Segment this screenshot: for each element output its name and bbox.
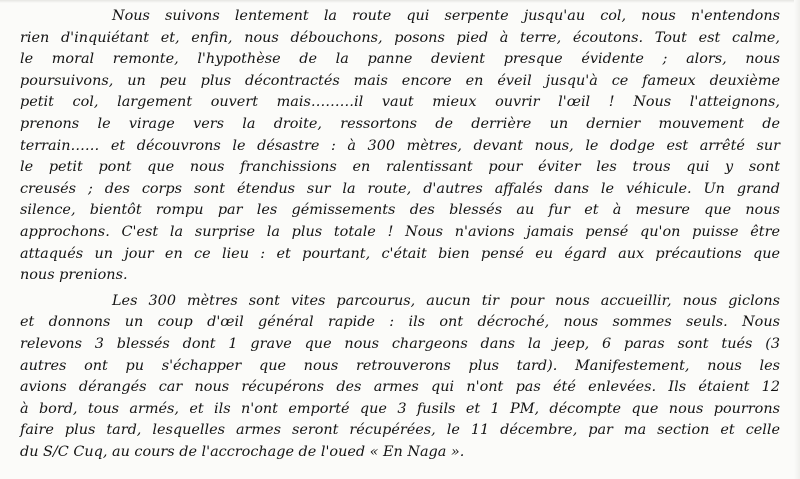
text-line: rien d'inquiétant et, enfin, nous débouchons, posons pied à terre, écoutons. Tout est calme, (20, 29, 780, 46)
text-line: relevons 3 blessés dont 1 grave que nous chargeons dans la jeep, 6 paras sont tués (3 (20, 335, 780, 352)
text-line: silence, bientôt rompu par les gémissements des blessés au fur et à mesure que nous (20, 202, 780, 219)
text-line: du S/C Cuq, au cours de l'accrochage de l'oued « En Naga ». (20, 443, 465, 460)
text-line: terrain…… et découvrons le désastre : à 300 mètres, devant nous, le dodge est arrêté sur (20, 137, 780, 154)
text-line: petit col, largement ouvert mais………il vaut mieux ouvrir l'œil ! Nous l'atteignons, (20, 94, 780, 111)
text-line: Nous suivons lentement la route qui serpente jusqu'au col, nous n'entendons (112, 8, 780, 24)
text-line: poursuivons, un peu plus décontractés mais encore en éveil jusqu'à ce fameux deuxième (20, 72, 780, 89)
text-line: approchons. C'est la surprise la plus totale ! Nous n'avions jamais pensé qu'on puisse être (20, 223, 780, 240)
page-text (20, 6, 780, 463)
text-line: attaqués un jour en ce lieu : et pourtant, c'était bien pensé eu égard aux précautions que (20, 245, 780, 262)
text-line: faire plus tard, lesquelles armes seront récupérées, le 11 décembre, par ma section et celle (20, 422, 780, 439)
text-line: creusés ; des corps sont étendus sur la route, d'autres affalés dans le véhicule. Un grand (20, 180, 780, 197)
paragraph-1 (20, 6, 780, 287)
text-line: et donnons un coup d'œil général rapide : ils ont décroché, nous sommes seuls. Nous (20, 314, 780, 331)
text-line: autres ont pu s'échapper que nous retrouverons plus tard). Manifestement, nous les (20, 357, 780, 374)
text-line: le petit pont que nous franchissions en ralentissant pour éviter les trous qui y sont (20, 159, 780, 176)
text-line: Les 300 mètres sont vites parcourus, aucun tir pour nous accueillir, nous giclons (112, 292, 780, 309)
scan-right-edge (794, 0, 800, 479)
text-line: à bord, tous armés, et ils n'ont emporté que 3 fusils et 1 PM, décompte que nous pourrons (20, 400, 780, 417)
text-line: le moral remonte, l'hypothèse de la panne devient presque évidente ; alors, nous (20, 51, 780, 68)
text-line: prenons le virage vers la droite, ressortons de derrière un dernier mouvement de (20, 115, 780, 132)
paragraph-2 (20, 291, 780, 464)
scan-top-edge (0, 0, 800, 3)
text-line: nous prenions. (20, 267, 128, 284)
text-line: avions dérangés car nous récupérons des armes qui n'ont pas été enlevées. Ils étaient 12 (20, 379, 780, 396)
